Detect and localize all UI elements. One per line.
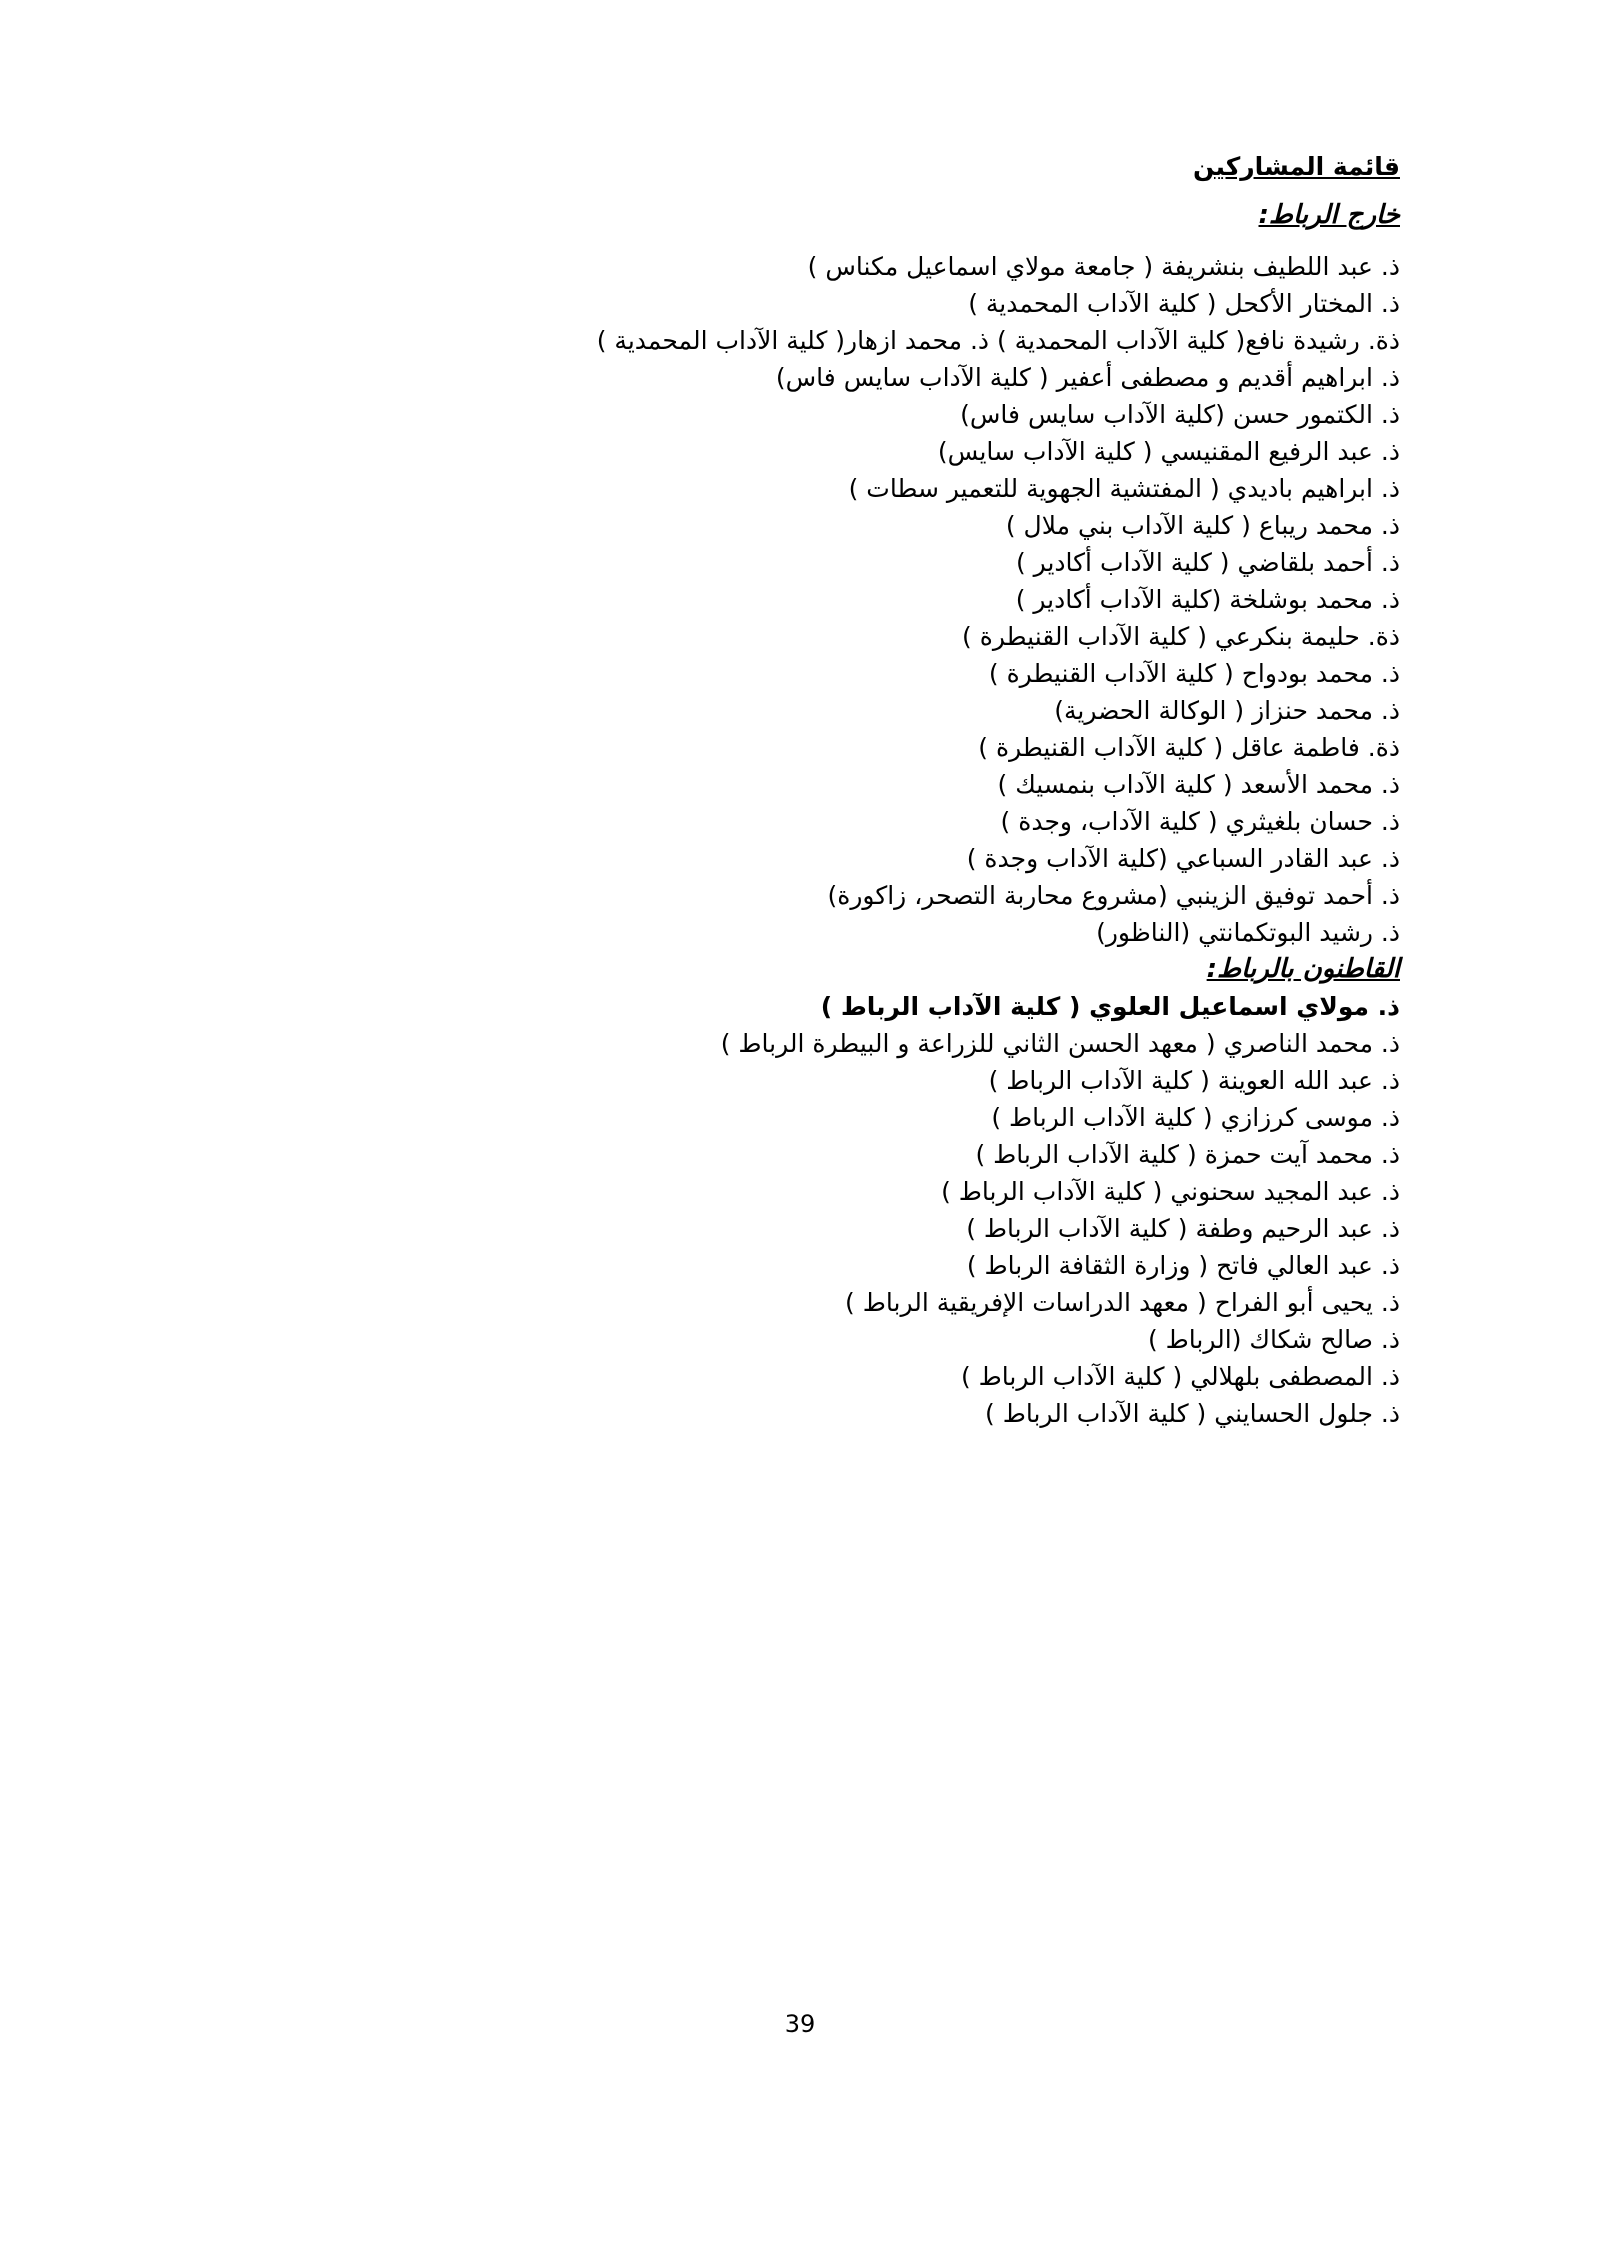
- participant-entry: ذ. صالح شكاك (الرباط ): [1147, 1325, 1400, 1354]
- page-title: قائمة المشاركين: [1193, 152, 1400, 181]
- participant-entry: ذة. حليمة بنكرعي ( كلية الآداب القنيطرة ): [962, 622, 1400, 651]
- participant-entry: ذ. محمد حنزاز ( الوكالة الحضرية): [1054, 696, 1400, 725]
- participant-entry: ذ. موسى كرزازي ( كلية الآداب الرباط ): [991, 1103, 1400, 1132]
- participant-entry: ذ. ابراهيم أقديم و مصطفى أعفير ( كلية الآداب سايس فاس): [775, 363, 1400, 392]
- participant-entry: ذ. عبد اللطيف بنشريفة ( جامعة مولاي اسماعيل مكناس ): [807, 252, 1400, 281]
- participant-entry: ذ. محمد بوشلخة (كلية الآداب أكادير ): [1015, 585, 1400, 614]
- participant-entry: ذ. حسان بلغيثري ( كلية الآداب، وجدة ): [1000, 807, 1400, 836]
- participant-entry: ذ. الكتمور حسن (كلية الآداب سايس فاس): [960, 400, 1400, 429]
- participant-entry: ذ. عبد الرفيع المقنيسي ( كلية الآداب سايس): [937, 437, 1400, 466]
- participant-entry: ذ. محمد آيت حمزة ( كلية الآداب الرباط ): [975, 1140, 1400, 1169]
- participant-entry: ذ. يحيى أبو الفراح ( معهد الدراسات الإفريقية الرباط ): [845, 1288, 1400, 1317]
- rabat-residents-list: [400, 988, 1400, 1432]
- participant-entry: ذ. المصطفى بلهلالي ( كلية الآداب الرباط ): [960, 1362, 1400, 1391]
- page-number: 39: [784, 2010, 816, 2038]
- participant-entry: ذ. ابراهيم باديدي ( المفتشية الجهوية للتعمير سطات ): [848, 474, 1400, 503]
- participant-entry: ذ. محمد بودواح ( كلية الآداب القنيطرة ): [988, 659, 1400, 688]
- participant-entry: ذ. عبد العالي فاتح ( وزارة الثقافة الرباط ): [966, 1251, 1400, 1280]
- outside-rabat-heading: خارج الرباط:: [1258, 200, 1400, 230]
- participant-entry: ذ. عبد المجيد سحنوني ( كلية الآداب الرباط ): [941, 1177, 1400, 1206]
- participant-entry: ذ. المختار الأكحل ( كلية الآداب المحمدية ): [968, 289, 1400, 318]
- participant-entry: ذ. عبد الله العوينة ( كلية الآداب الرباط ): [988, 1066, 1400, 1095]
- participant-entry: ذ. أحمد توفيق الزينبي (مشروع محاربة التصحر، زاكورة): [827, 881, 1400, 910]
- participant-entry: ذ. محمد الناصري ( معهد الحسن الثاني للزراعة و البيطرة الرباط ): [720, 1029, 1400, 1058]
- participants-list: [400, 150, 1400, 1432]
- participant-entry: ذة. رشيدة نافع( كلية الآداب المحمدية ) ذ. محمد ازهار( كلية الآداب المحمدية ): [596, 326, 1400, 355]
- outside-rabat-list: [400, 248, 1400, 951]
- participant-entry: ذ. مولاي اسماعيل العلوي ( كلية الآداب الرباط ): [820, 992, 1400, 1021]
- participant-entry: ذ. محمد الأسعد ( كلية الآداب بنمسيك ): [997, 770, 1400, 799]
- participant-entry: ذ. عبد الرحيم وطفة ( كلية الآداب الرباط ): [966, 1214, 1400, 1243]
- participant-entry: ذ. عبد القادر السباعي (كلية الآداب وجدة ): [966, 844, 1400, 873]
- participant-entry: ذ. أحمد بلقاضي ( كلية الآداب أكادير ): [1015, 548, 1400, 577]
- participant-entry: ذ. رشيد البوتكمانتي (الناظور): [1096, 918, 1400, 947]
- participant-entry: ذة. فاطمة عاقل ( كلية الآداب القنيطرة ): [978, 733, 1400, 762]
- rabat-residents-heading: القاطنون بالرباط:: [1206, 954, 1400, 984]
- participant-entry: ذ. جلول الحسايني ( كلية الآداب الرباط ): [985, 1399, 1400, 1428]
- participant-entry: ذ. محمد ريباع ( كلية الآداب بني ملال ): [1005, 511, 1400, 540]
